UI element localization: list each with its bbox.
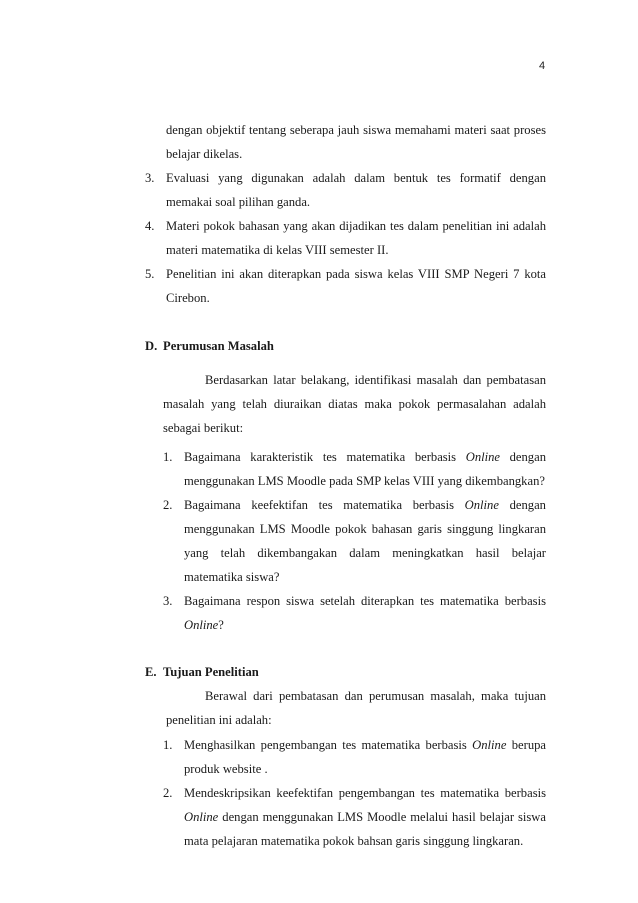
list-line xyxy=(184,737,546,753)
list-line: memakai soal pilihan ganda. xyxy=(166,195,311,209)
list-line: Bagaimana respon siswa setelah diterapkan tes matematika berbasis xyxy=(184,594,546,608)
text-span: dengan xyxy=(509,450,546,464)
text-span: Bagaimana keefektifan tes matematika berbasis xyxy=(184,498,454,512)
emphasis: Online xyxy=(465,450,500,464)
list-number: 2. xyxy=(163,786,173,800)
list-number: 4. xyxy=(145,219,155,233)
list-line: yang telah dikembangakan dalam meningkatkan hasil belajar xyxy=(184,546,546,560)
text-span: berupa xyxy=(511,738,546,752)
emphasis: Online xyxy=(184,810,219,824)
list-number: 5. xyxy=(145,267,155,281)
section-letter: D. xyxy=(145,339,158,353)
section-heading: Perumusan Masalah xyxy=(163,339,274,353)
text-span: dengan menggunakan LMS Moodle melalui hasil belajar siswa xyxy=(222,810,546,824)
list-line: menggunakan LMS Moodle pokok bahasan garis singgung lingkaran xyxy=(184,522,546,536)
list-line xyxy=(184,449,546,465)
paragraph-line: dengan objektif tentang seberapa jauh siswa memahami materi saat proses xyxy=(166,123,546,137)
paragraph-line: masalah yang telah diuraikan diatas maka pokok permasalahan adalah xyxy=(163,397,546,411)
list-line: mata pelajaran matematika pokok bahsan garis singgung lingkaran. xyxy=(184,834,524,848)
emphasis: Online xyxy=(472,738,507,752)
list-line: produk website . xyxy=(184,762,268,776)
text-span: Menghasilkan pengembangan tes matematika berbasis xyxy=(184,738,467,752)
list-line: Cirebon. xyxy=(166,291,210,305)
list-number: 1. xyxy=(163,738,173,752)
list-line: menggunakan LMS Moodle pada SMP kelas VIII yang dikembangkan? xyxy=(184,474,545,488)
list-number: 1. xyxy=(163,450,173,464)
text-span: dengan xyxy=(509,498,546,512)
paragraph-line: Berawal dari pembatasan dan perumusan masalah, maka tujuan xyxy=(205,689,546,703)
list-line: Mendeskripsikan keefektifan pengembangan tes matematika berbasis xyxy=(184,786,546,800)
text-span: Bagaimana karakteristik tes matematika berbasis xyxy=(184,450,457,464)
list-line: matematika siswa? xyxy=(184,570,280,584)
text-span: ? xyxy=(218,618,224,632)
section-letter: E. xyxy=(145,665,157,679)
list-number: 3. xyxy=(145,171,155,185)
paragraph-line: belajar dikelas. xyxy=(166,147,243,161)
emphasis: Online xyxy=(184,618,219,632)
list-number: 2. xyxy=(163,498,173,512)
list-number: 3. xyxy=(163,594,173,608)
list-line: Materi pokok bahasan yang akan dijadikan tes dalam penelitian ini adalah xyxy=(166,219,546,233)
list-line xyxy=(184,809,546,825)
list-line: Evaluasi yang digunakan adalah dalam bentuk tes formatif dengan xyxy=(166,171,546,185)
list-line: Penelitian ini akan diterapkan pada siswa kelas VIII SMP Negeri 7 kota xyxy=(166,267,546,281)
paragraph-line: Berdasarkan latar belakang, identifikasi masalah dan pembatasan xyxy=(205,373,546,387)
page-number: 4 xyxy=(539,60,546,72)
section-heading: Tujuan Penelitian xyxy=(163,665,259,679)
list-line: materi matematika di kelas VIII semester II. xyxy=(166,243,389,257)
emphasis: Online xyxy=(464,498,499,512)
paragraph-line: sebagai berikut: xyxy=(163,421,244,435)
list-line xyxy=(184,497,546,513)
paragraph-line: penelitian ini adalah: xyxy=(166,713,272,727)
list-line xyxy=(184,617,224,633)
